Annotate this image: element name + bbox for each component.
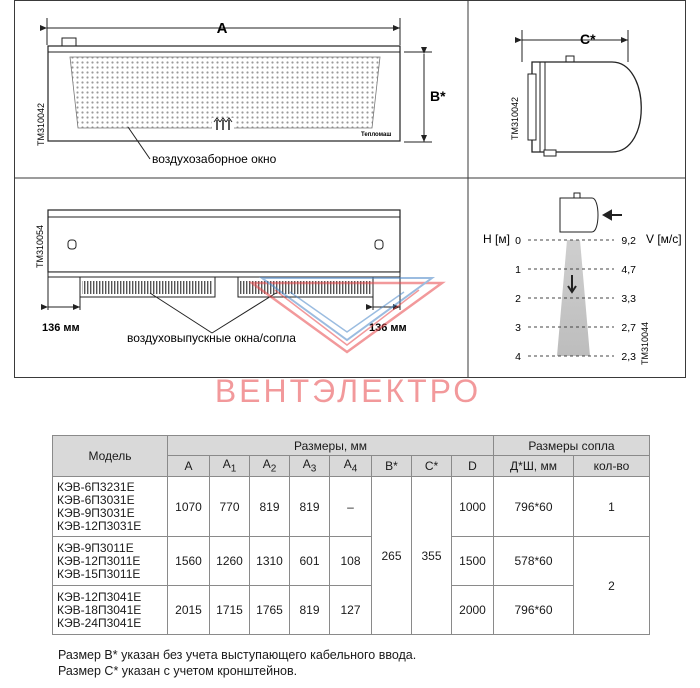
nozzle-header: Размеры сопла <box>494 436 650 456</box>
col-a1-header: $A_1$ <box>210 456 250 477</box>
col-d-header: D <box>452 456 494 477</box>
svg-text:2: 2 <box>515 293 521 305</box>
watermark-text: ВЕНТЭЛЕКТРО <box>214 373 482 409</box>
cell-nozzle-size: 796*60 <box>494 586 574 635</box>
svg-text:3,3: 3,3 <box>621 293 636 305</box>
dimensions-header: Размеры, мм <box>168 436 494 456</box>
dimension-b-label: B* <box>430 88 446 104</box>
cell-a1: 770 <box>210 477 250 537</box>
cell-a: 1070 <box>168 477 210 537</box>
col-a3-header: $A_3$ <box>290 456 330 477</box>
velocity-axis-label: V [м/с] <box>646 232 682 246</box>
doc-code-bottom: ТМ310054 <box>35 224 45 268</box>
footnotes <box>58 647 416 679</box>
col-c-header: C* <box>412 456 452 477</box>
cell-nozzle-size: 578*60 <box>494 537 574 586</box>
brand-logo: Тепломаш <box>361 132 392 138</box>
doc-code-side: ТМ310042 <box>510 96 520 140</box>
col-a2-header: $A_2$ <box>250 456 290 477</box>
cell-a4: 108 <box>330 537 372 586</box>
side-view-drawing <box>510 30 641 156</box>
cell-a: 2015 <box>168 586 210 635</box>
col-b-header: B* <box>372 456 412 477</box>
footnote-b: Размер В* указан без учета выступающего кабельного ввода. <box>58 648 417 662</box>
cell-d: 1000 <box>452 477 494 537</box>
col-a4-header: $A_4$ <box>330 456 372 477</box>
footnote-c: Размер С* указан с учетом кронштейнов. <box>58 664 298 678</box>
offset-left-label: 136 мм <box>42 322 80 334</box>
svg-text:3: 3 <box>515 322 521 334</box>
cell-nozzle-size: 796*60 <box>494 477 574 537</box>
svg-text:4: 4 <box>515 351 521 363</box>
cell-b: 265 <box>372 477 412 635</box>
cell-a1: 1715 <box>210 586 250 635</box>
cell-a3: 819 <box>290 586 330 635</box>
front-view-drawing <box>36 18 446 166</box>
col-a-header: A <box>168 456 210 477</box>
intake-window-callout: воздухозаборное окно <box>152 152 277 166</box>
svg-text:1: 1 <box>515 264 521 276</box>
table-row <box>53 586 650 635</box>
doc-code-airflow: ТМ310044 <box>640 321 650 365</box>
specifications-table <box>52 435 650 635</box>
svg-text:4,7: 4,7 <box>621 264 636 276</box>
cell-a3: 819 <box>290 477 330 537</box>
height-axis-label: H [м] <box>483 232 510 246</box>
nozzle-size-header: Д*Ш, мм <box>494 456 574 477</box>
offset-right-label: 136 мм <box>369 322 407 334</box>
cell-nozzle-count: 1 <box>574 477 650 537</box>
doc-code-front: ТМ310042 <box>36 102 46 146</box>
model-cell: КЭВ-12П3041Е КЭВ-18П3041Е КЭВ-24П3041Е <box>53 586 168 635</box>
model-header: Модель <box>53 436 168 477</box>
cell-a2: 819 <box>250 477 290 537</box>
table-row <box>53 537 650 586</box>
nozzle-count-header: кол-во <box>574 456 650 477</box>
cell-nozzle-count: 2 <box>574 537 650 635</box>
dimension-a-label: A <box>216 20 228 37</box>
table-row <box>53 477 650 537</box>
cell-a1: 1260 <box>210 537 250 586</box>
svg-text:2,3: 2,3 <box>621 351 636 363</box>
model-cell: КЭВ-6П3231Е КЭВ-6П3031Е КЭВ-9П3031Е КЭВ-12П3031Е <box>53 477 168 537</box>
airflow-diagram <box>483 193 682 365</box>
cell-a: 1560 <box>168 537 210 586</box>
cell-a2: 1310 <box>250 537 290 586</box>
model-cell: КЭВ-9П3011Е КЭВ-12П3011Е КЭВ-15П3011Е <box>53 537 168 586</box>
cell-a4: 127 <box>330 586 372 635</box>
cell-d: 2000 <box>452 586 494 635</box>
svg-text:2,7: 2,7 <box>621 322 636 334</box>
cell-a3: 601 <box>290 537 330 586</box>
dimension-c-label: C* <box>580 31 596 47</box>
cell-a2: 1765 <box>250 586 290 635</box>
outlet-windows-callout: воздуховыпускные окна/сопла <box>127 331 296 345</box>
cell-d: 1500 <box>452 537 494 586</box>
cell-a4: – <box>330 477 372 537</box>
svg-text:9,2: 9,2 <box>621 235 636 247</box>
cell-c: 355 <box>412 477 452 635</box>
svg-text:0: 0 <box>515 235 521 247</box>
